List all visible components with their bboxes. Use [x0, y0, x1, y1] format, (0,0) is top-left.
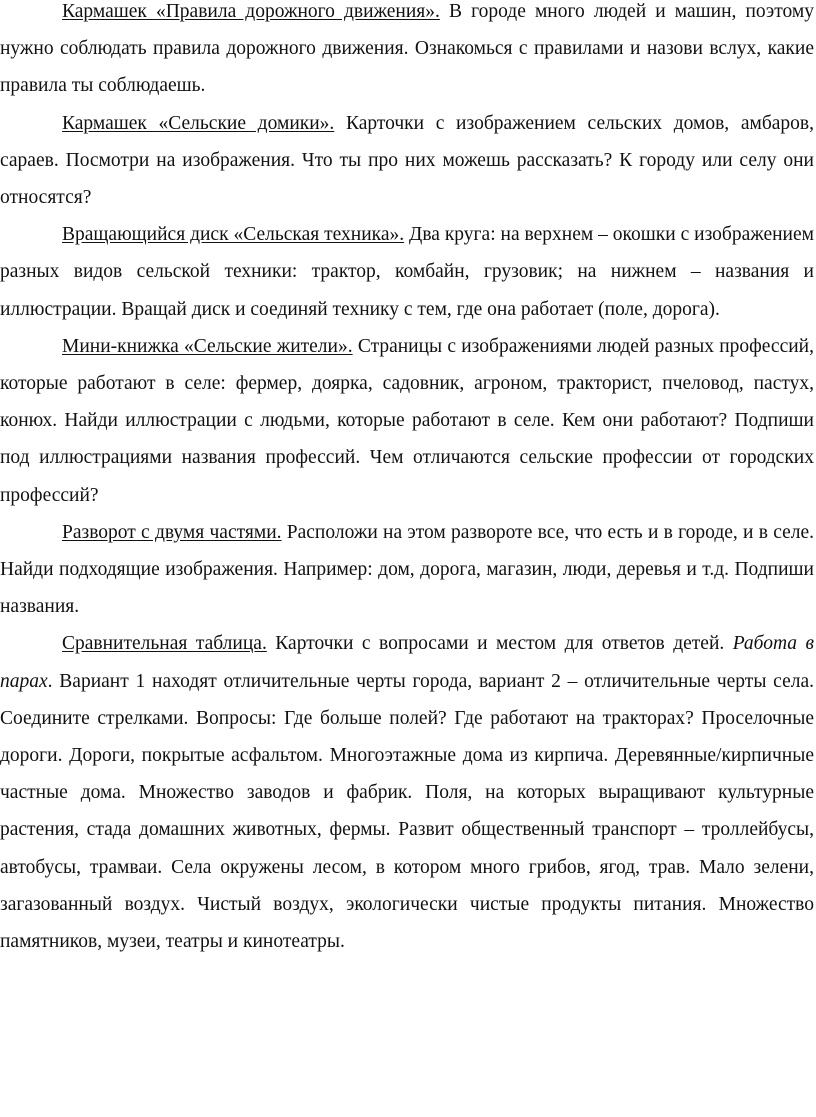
- section-heading: Вращающийся диск «Сельская техника».: [62, 224, 405, 246]
- paragraph-text: Расположи на этом развороте все, что есть и в городе, и в селе. Найди подходящие изображения. Например: дом, дорога, магазин, люди, деревья и т.д. Подпиши названия.: [0, 521, 815, 618]
- paragraph-village-houses-pocket: [0, 105, 814, 217]
- paragraph-text: Два круга: на верхнем – окошки с изображением разных видов сельской техники: трактор, комбайн, грузовик; на нижнем – названия и иллюстрации. Вращай диск и соединяй технику с тем, где она работает (поле, дорога).: [0, 224, 814, 320]
- paragraph-traffic-rules-pocket: [0, 0, 814, 105]
- paragraph-text: . Вариант 1 находят отличительные черты города, вариант 2 – отличительные черты села. Соедините стрелками. Вопросы: Где больше полей? Где работают на тракторах? Проселочные дороги. Дороги, покрытые асфальтом. Многоэтажные дома из кирпича. Деревянные/кирпичные частные дома. Множество заводов и фабрик. Поля, на которых выращивают культурные растения, стада домашних животных, фермы. Развит общественный транспорт – троллейбусы, автобусы, трамваи. Села окружены лесом, в котором много грибов, ягод, трав. Мало зелени, загазованный воздух. Чистый воздух, экологически чистые продукты питания. Множество памятников, музеи, театры и кинотеатры.: [0, 670, 814, 953]
- paragraph-mini-book: [0, 328, 814, 514]
- paragraph-text: В городе много людей и машин, поэтому нужно соблюдать правила дорожного движения. Ознакомься с правилами и назови вслух, какие правила ты соблюдаешь.: [0, 1, 814, 97]
- section-heading: Разворот с двумя частями.: [62, 521, 282, 543]
- paragraph-text: Карточки с изображением сельских домов, амбаров, сараев. Посмотри на изображения. Что ты про них можешь рассказать? К городу или селу они относятся?: [0, 112, 814, 209]
- section-heading: Кармашек «Сельские домики».: [62, 112, 335, 134]
- italic-emphasis: Работа в парах: [0, 633, 814, 692]
- section-heading: Сравнительная таблица.: [62, 633, 267, 655]
- paragraph-comparison-table: [0, 625, 814, 960]
- paragraph-two-part-spread: [0, 514, 814, 626]
- paragraph-rotating-disk: [0, 216, 814, 328]
- section-heading: Мини-книжка «Сельские жители».: [62, 335, 353, 357]
- paragraph-text: Карточки с вопросами и местом для ответов детей.: [266, 633, 733, 655]
- section-heading: Кармашек «Правила дорожного движения».: [62, 1, 440, 22]
- paragraph-text: Страницы с изображениями людей разных профессий, которые работают в селе: фермер, доярка, садовник, агроном, тракторист, пчеловод, пастух, конюх. Найди иллюстрации с людьми, которые работают в селе. Кем они работают? Подпиши под иллюстрациями названия профессий. Чем отличаются сельские профессии от городских профессий?: [0, 335, 814, 506]
